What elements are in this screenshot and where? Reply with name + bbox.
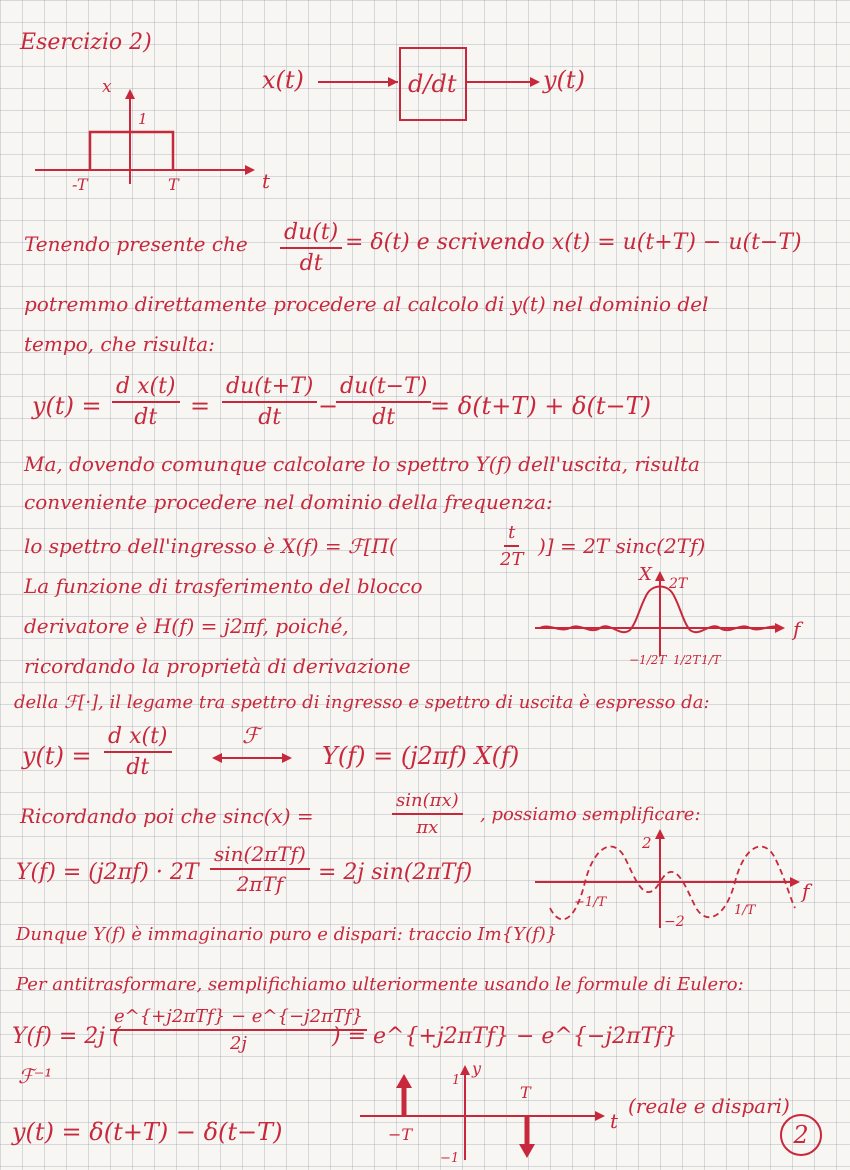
eq4-fraction <box>110 1006 367 1054</box>
eq1-lhs: y(t) = <box>32 392 102 420</box>
fraction-denominator: dt <box>134 405 158 430</box>
eq2-fraction <box>104 724 172 780</box>
eq4-a: Y(f) = 2j ( <box>12 1024 121 1049</box>
rect-pulse-plot <box>30 77 290 194</box>
eq2-rhs: Y(f) = (j2πf) X(f) <box>322 742 520 770</box>
fraction-numerator: d x(t) <box>112 374 180 403</box>
eq1-fraction-2 <box>222 374 317 430</box>
text-line-10: della ℱ[·], il legame tra spettro di ingresso e spettro di uscita è espresso da: <box>14 692 710 713</box>
text-line-12: Dunque Y(f) è immaginario puro e dispari: traccio Im{Y(f)} <box>16 924 558 945</box>
eq2-arrow-label: ℱ <box>242 724 260 749</box>
sinc-tick-pos1: 1/2T <box>673 653 701 667</box>
text-line-1a: Tenendo presente che <box>24 232 248 256</box>
rect-height-label: 1 <box>138 110 148 128</box>
text-line-3: tempo, che risulta: <box>24 332 215 356</box>
text-line-1b: = δ(t) e scrivendo x(t) = u(t+T) − u(t−T) <box>345 230 802 255</box>
sine-tick-pos: 1/T <box>734 903 756 918</box>
text-line-11a: Ricordando poi che sinc(x) = <box>20 804 314 828</box>
fraction-sinc-def <box>392 790 463 838</box>
fraction-numerator: du(t−T) <box>336 374 431 403</box>
sinc-tick-neg: −1/2T <box>629 653 667 667</box>
real-odd-note: (reale e dispari) <box>628 1094 790 1118</box>
delta-t-axis-label: t <box>610 1109 619 1133</box>
fraction-numerator: du(t+T) <box>222 374 317 403</box>
page-number: 2 <box>780 1114 822 1156</box>
text-line-13: Per antitrasformare, semplifichiamo ulteriormente usando le formule di Eulero: <box>16 974 744 995</box>
fraction-du-dt <box>280 220 342 276</box>
fraction-numerator: t <box>504 522 519 547</box>
eq1-equals: = <box>190 392 211 420</box>
imag-sine-plot <box>530 828 810 948</box>
sinc-tick-pos2: 1/T <box>701 653 721 667</box>
text-line-2: potremmo direttamente procedere al calcolo di y(t) nel dominio del <box>24 292 709 316</box>
fraction-numerator: sin(2πTf) <box>210 842 310 870</box>
sine-f-axis-label: f <box>802 879 810 903</box>
text-line-6b: )] = 2T sinc(2Tf) <box>538 534 706 558</box>
delta-plot <box>360 1056 660 1166</box>
eq1-fraction-1 <box>112 374 180 430</box>
eq2-lhs: y(t) = <box>22 742 92 770</box>
fraction-numerator: sin(πx) <box>392 790 463 815</box>
sine-bottom-label: −2 <box>664 914 685 930</box>
text-line-7: La funzione di trasferimento del blocco <box>24 574 423 598</box>
fraction-numerator: du(t) <box>280 220 342 249</box>
eq3-fraction <box>210 842 310 896</box>
exercise-title: Esercizio 2) <box>20 30 152 55</box>
rect-t-axis-label: t <box>262 169 271 193</box>
fraction-denominator: dt <box>299 251 323 276</box>
text-line-4: Ma, dovendo comunque calcolare lo spettro Y(f) dell'uscita, risulta <box>24 452 700 476</box>
delta-right-tick: T <box>520 1083 531 1102</box>
sinc-f-axis-label: f <box>793 617 801 641</box>
fraction-numerator: e^{+j2πTf} − e^{−j2πTf} <box>110 1006 367 1031</box>
text-line-8: derivatore è H(f) = j2πf, poiché, <box>24 614 349 638</box>
delta-top-label: 1 <box>452 1073 461 1088</box>
fraction-denominator: πx <box>416 817 439 838</box>
sine-top-label: 2 <box>642 834 652 852</box>
fraction-denominator: 2πTf <box>236 872 284 896</box>
eq3-b: = 2j sin(2πTf) <box>318 860 473 885</box>
eq3-a: Y(f) = (j2πf) · 2T <box>16 860 199 885</box>
fraction-denominator: dt <box>372 405 396 430</box>
eq5: y(t) = δ(t+T) − δ(t−T) <box>12 1118 283 1146</box>
fraction-numerator: d x(t) <box>104 724 172 753</box>
rect-y-axis-label: x <box>102 77 112 97</box>
sine-tick-neg: −1/T <box>574 895 607 910</box>
block-output-label: y(t) <box>543 66 585 94</box>
fraction-t-2T <box>500 522 523 570</box>
delta-y-axis-label: y <box>472 1059 482 1078</box>
eq1-fraction-3 <box>336 374 431 430</box>
block-input-label: x(t) <box>262 66 304 94</box>
sinc-y-label: X <box>639 564 652 585</box>
eq4-b: ) = e^{+j2πTf} − e^{−j2πTf} <box>332 1024 678 1049</box>
text-line-6a: lo spettro dell'ingresso è X(f) = ℱ[Π( <box>24 534 397 558</box>
rect-left-tick: -T <box>72 175 88 194</box>
eq1-minus: − <box>318 392 339 420</box>
text-line-11b: , possiamo semplificare: <box>480 804 701 825</box>
eq1-rhs: = δ(t+T) + δ(t−T) <box>430 392 651 420</box>
text-line-9: ricordando la proprietà di derivazione <box>24 654 411 678</box>
rect-right-tick: T <box>168 175 179 194</box>
delta-bottom-label: −1 <box>440 1151 460 1166</box>
sinc-peak-label: 2T <box>669 576 688 592</box>
fraction-denominator: dt <box>126 755 150 780</box>
inverse-fourier-symbol: ℱ⁻¹ <box>18 1064 53 1088</box>
text-line-5: conveniente procedere nel dominio della frequenza: <box>24 490 553 514</box>
fraction-denominator: 2T <box>500 549 524 570</box>
fraction-denominator: dt <box>258 405 282 430</box>
delta-left-tick: −T <box>388 1125 413 1144</box>
fraction-denominator: 2j <box>229 1033 248 1054</box>
sinc-plot <box>535 566 835 676</box>
block-derivative-label: d/dt <box>408 70 457 98</box>
